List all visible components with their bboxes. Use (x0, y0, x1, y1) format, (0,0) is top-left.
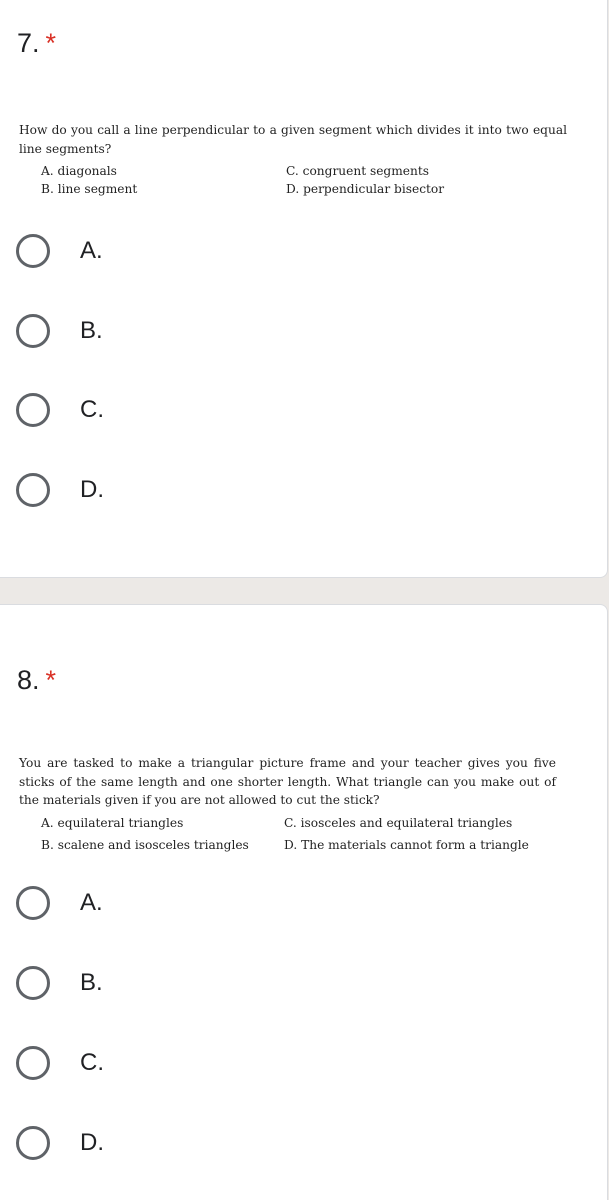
choice-text-a: A. equilateral triangles (41, 816, 184, 830)
option-label: C. (80, 1049, 104, 1076)
option-c[interactable] (16, 1043, 104, 1083)
radio-button[interactable] (16, 234, 50, 268)
choice-text-d: D. perpendicular bisector (286, 182, 445, 196)
choice-text-a: A. diagonals (41, 164, 117, 178)
radio-button[interactable] (16, 1126, 50, 1160)
option-label: A. (80, 889, 103, 916)
choice-text-b: B. line segment (41, 182, 138, 196)
question-title (17, 665, 56, 695)
option-d[interactable] (16, 470, 104, 510)
option-b[interactable] (16, 963, 103, 1003)
question-number: 7. (17, 28, 40, 58)
radio-button[interactable] (16, 886, 50, 920)
option-d[interactable] (16, 1123, 104, 1163)
question-card-8 (0, 604, 608, 1200)
radio-button[interactable] (16, 393, 50, 427)
option-label: D. (80, 1129, 104, 1156)
question-text: How do you call a line perpendicular to a given segment which divides it into two equal line segments? (19, 123, 567, 156)
choice-text-d: D. The materials cannot form a triangle (284, 838, 529, 852)
choice-text-b: B. scalene and isosceles triangles (41, 838, 249, 852)
option-label: A. (80, 237, 103, 264)
radio-button[interactable] (16, 1046, 50, 1080)
option-a[interactable] (16, 231, 103, 271)
option-label: D. (80, 476, 104, 503)
option-label: B. (80, 317, 103, 344)
option-label: C. (80, 396, 104, 423)
option-label: B. (80, 969, 103, 996)
radio-button[interactable] (16, 473, 50, 507)
question-text: You are tasked to make a triangular picture frame and your teacher gives you five sticks of the same length and one shorter length. What triangle can you make out of the materials given if you are not allowed to cut the stick? (19, 756, 556, 807)
question-number: 8. (17, 665, 40, 695)
option-c[interactable] (16, 390, 104, 430)
option-a[interactable] (16, 883, 103, 923)
question-title (17, 28, 56, 58)
radio-button[interactable] (16, 314, 50, 348)
radio-button[interactable] (16, 966, 50, 1000)
required-asterisk: * (45, 665, 57, 695)
question-card-7 (0, 0, 608, 578)
option-b[interactable] (16, 311, 103, 351)
choice-text-c: C. congruent segments (286, 164, 430, 178)
choice-text-c: C. isosceles and equilateral triangles (284, 816, 513, 830)
required-asterisk: * (45, 28, 57, 58)
